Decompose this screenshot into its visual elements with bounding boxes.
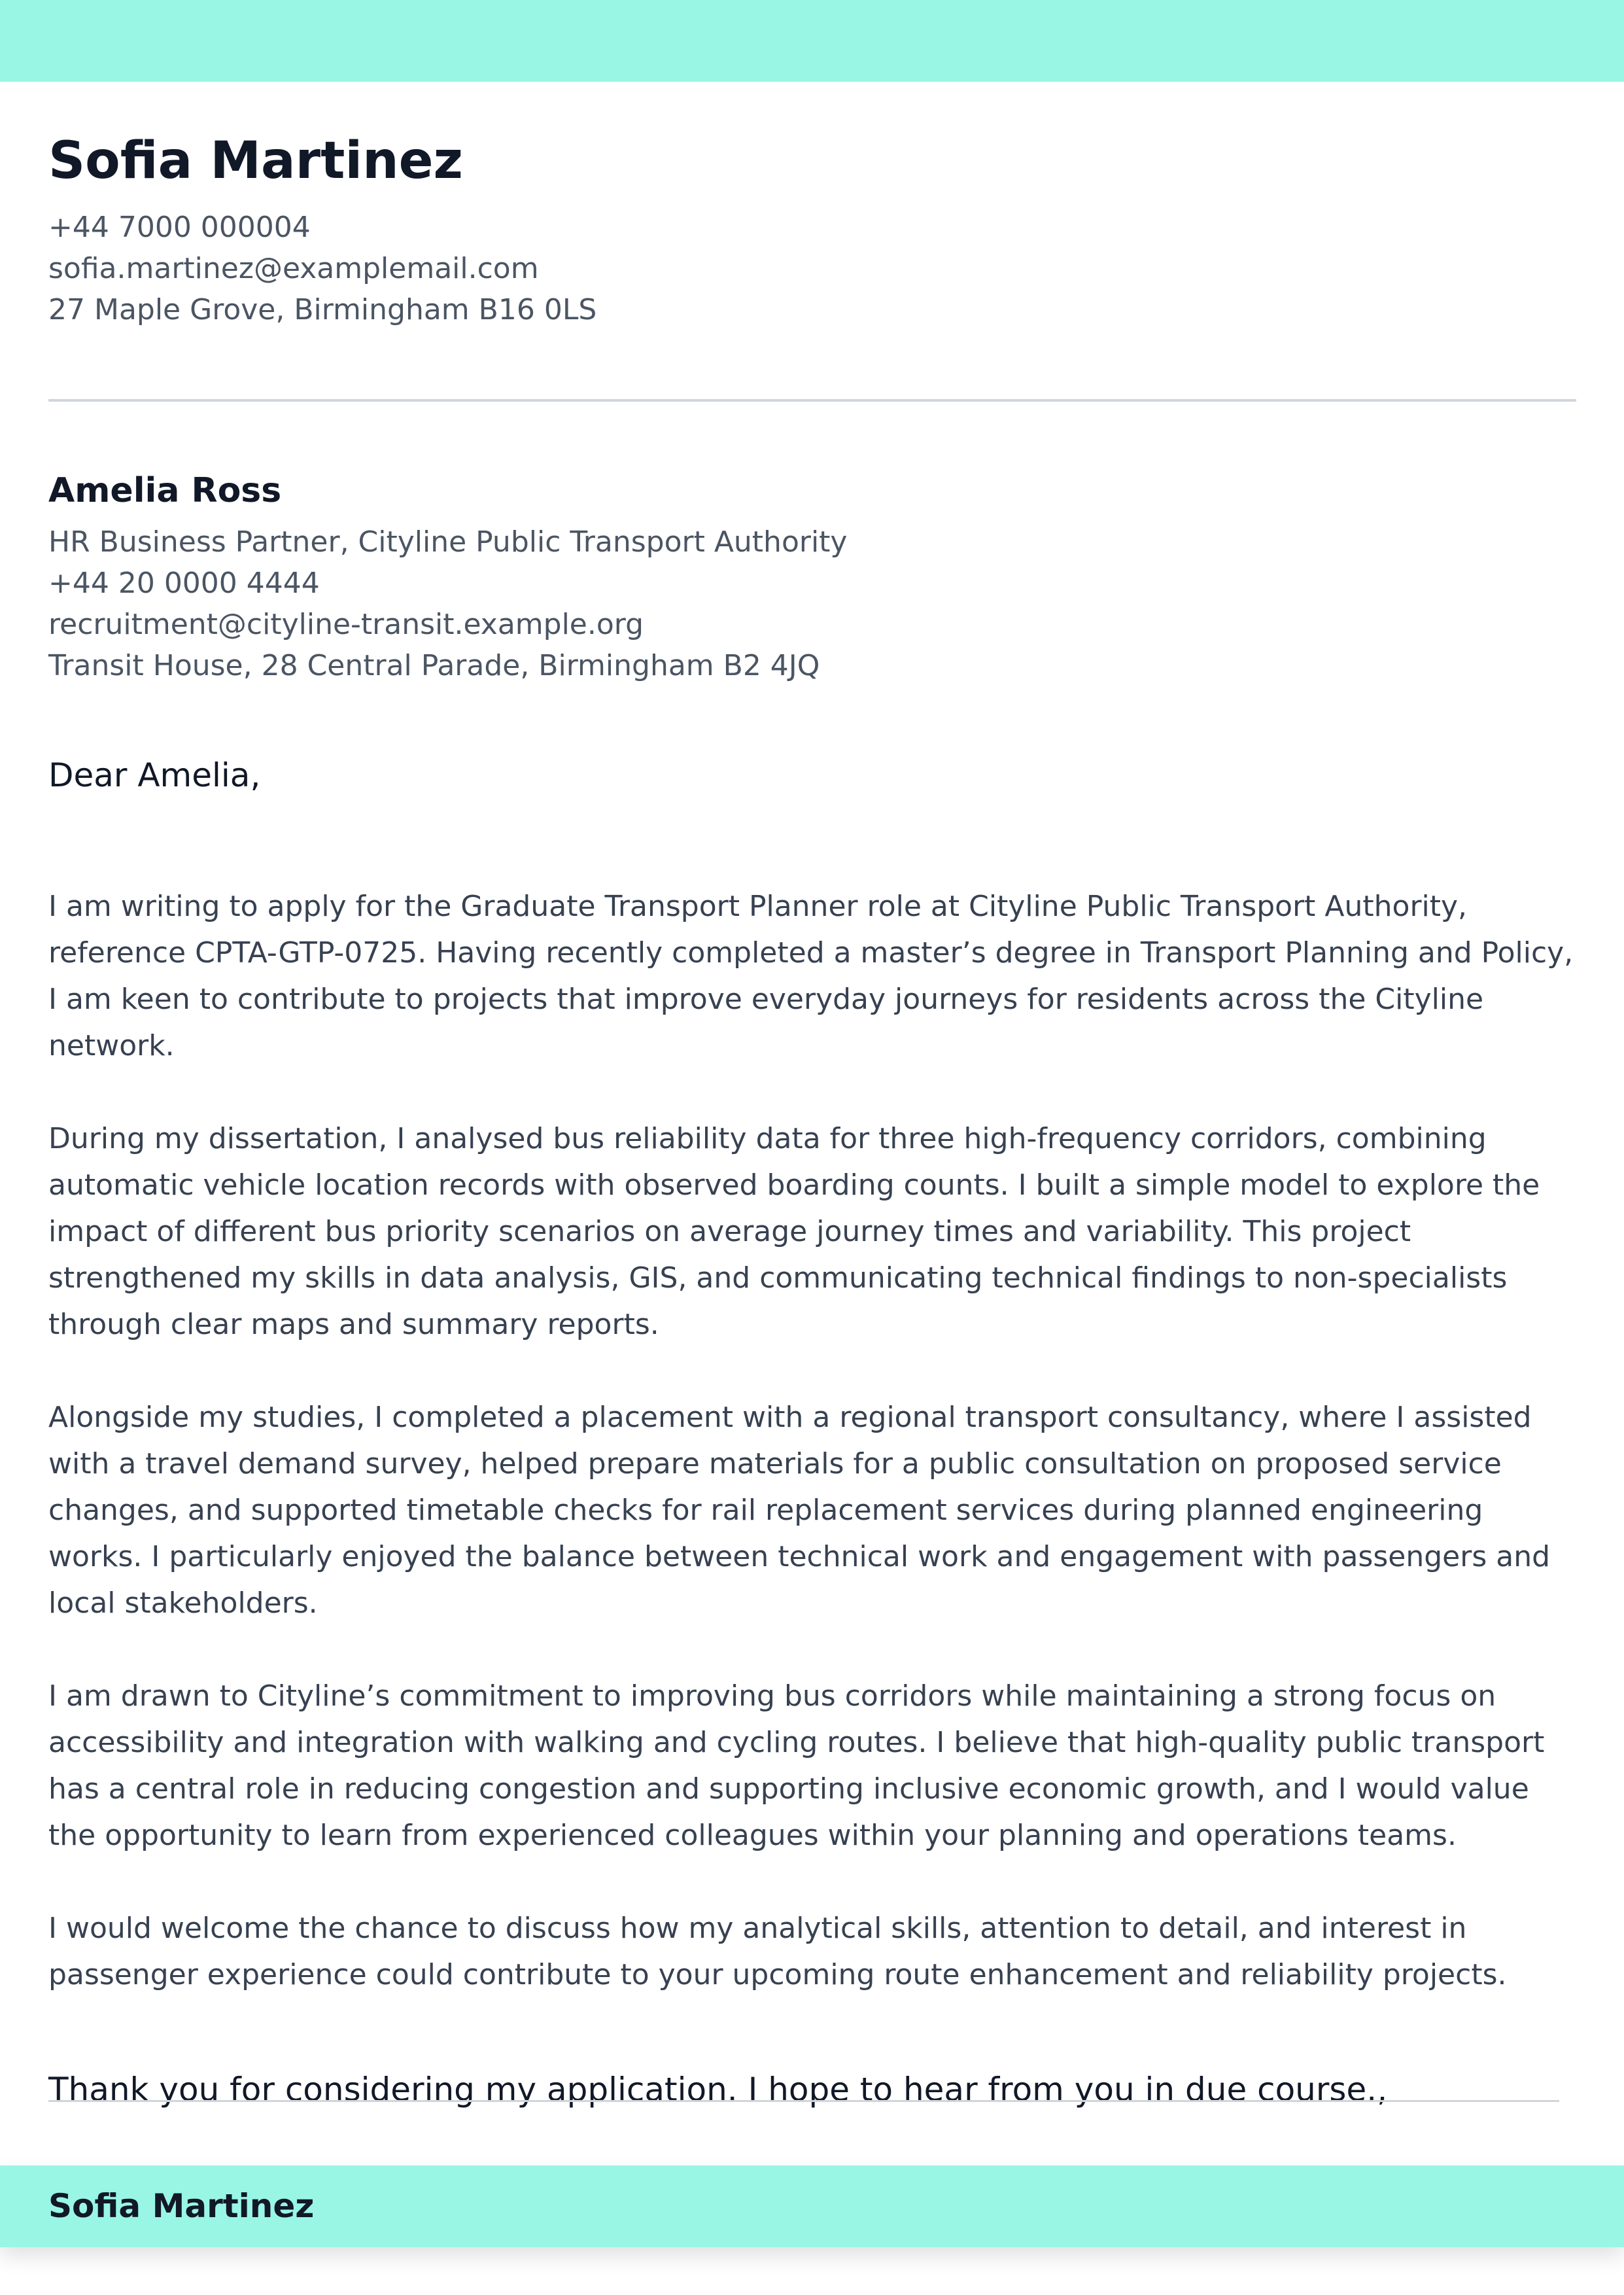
recipient-name: Amelia Ross — [48, 471, 282, 510]
footer-signature-name: Sofia Martinez — [48, 2187, 315, 2225]
sender-address: 27 Maple Grove, Birmingham B16 0LS — [48, 293, 597, 326]
header-divider — [48, 399, 1576, 402]
closing-line: Thank you for considering my application. I hope to hear from you in due course., — [48, 2071, 1388, 2109]
footer-band — [0, 2165, 1624, 2247]
body-paragraph: I am writing to apply for the Graduate Transport Planner role at Cityline Public Transport Authority, reference CPTA-GTP-0725. Having recently completed a master’s degree in Transport Planning and Policy, I am keen to contribute to projects that improve everyday journeys for residents across the Cityline network. — [48, 890, 1574, 1062]
body-paragraph: Alongside my studies, I completed a placement with a regional transport consultancy, where I assisted with a travel demand survey, helped prepare materials for a public consultation on proposed service changes, and supported timetable checks for rail replacement services during planned engineering works. I particularly enjoyed the balance between technical work and engagement with passengers and local stakeholders. — [48, 1401, 1551, 1620]
top-accent-band — [0, 0, 1624, 82]
body-paragraph: I am drawn to Cityline’s commitment to improving bus corridors while maintaining a strong focus on accessibility and integration with walking and cycling routes. I believe that high-quality public transport has a central role in reducing congestion and supporting inclusive economic growth, and I would value the opportunity to learn from experienced colleagues within your planning and operations teams. — [48, 1679, 1545, 1852]
recipient-address: Transit House, 28 Central Parade, Birmingham B2 4JQ — [48, 649, 820, 682]
recipient-title: HR Business Partner, Cityline Public Transport Authority — [48, 525, 848, 559]
sender-email: sofia.martinez@examplemail.com — [48, 252, 539, 285]
body-paragraph: I would welcome the chance to discuss how my analytical skills, attention to detail, and interest in passenger experience could contribute to your upcoming route enhancement and reliability projects. — [48, 1912, 1507, 1991]
closing-rule — [48, 2100, 1559, 2102]
letter-body — [48, 883, 1576, 2044]
recipient-block — [48, 468, 1553, 686]
recipient-email: recruitment@cityline-transit.example.org — [48, 608, 644, 641]
body-paragraph: During my dissertation, I analysed bus reliability data for three high-frequency corridors, combining automatic vehicle location records with observed boarding counts. I built a simple model to explore the impact of different bus priority scenarios on average journey times and variability. This project strengthened my skills in data analysis, GIS, and communicating technical findings to non-specialists through clear maps and summary reports. — [48, 1122, 1540, 1341]
recipient-phone: +44 20 0000 4444 — [48, 567, 320, 600]
sender-phone: +44 7000 000004 — [48, 211, 311, 244]
sender-block — [48, 128, 1553, 330]
salutation: Dear Amelia, — [48, 756, 261, 794]
sender-name: Sofia Martinez — [48, 131, 463, 190]
